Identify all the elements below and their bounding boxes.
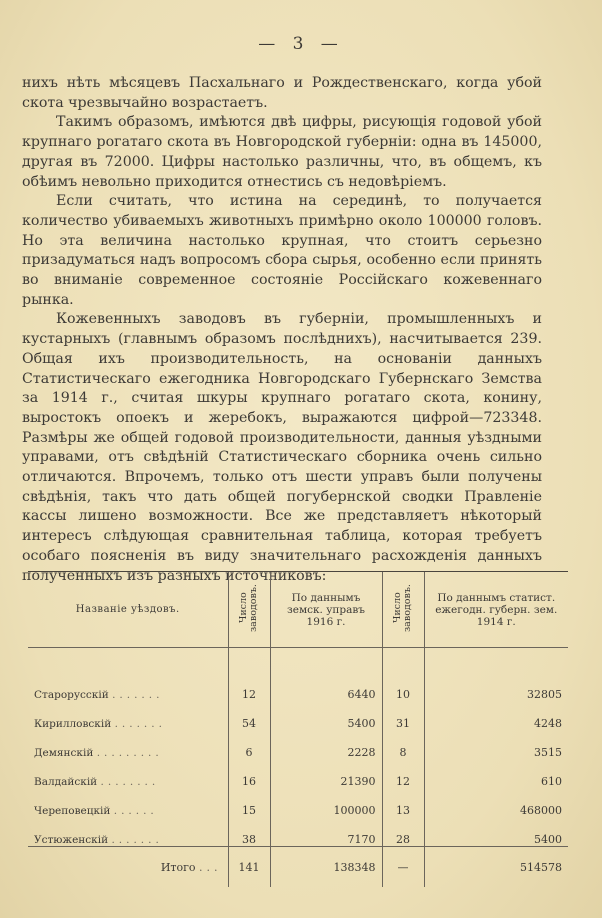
table-row: Валдайскій ........ 16 21390 12 610: [28, 759, 568, 788]
header-factory-count-1914: Число заводовъ.: [382, 572, 424, 648]
header-statistics-data: По даннымъ статист. ежегодн. губерн. зем. 1914 г.: [424, 572, 568, 648]
header-zemstvo-data: По даннымъ земск. управъ 1916 г.: [270, 572, 382, 648]
table-header-row: [28, 572, 568, 648]
page-number: — 3 —: [258, 34, 344, 54]
table-spacer-row: [28, 648, 568, 673]
paragraph-4: Кожевенныхъ заводовъ въ губерніи, промышленныхъ и кустарныхъ (главнымъ образомъ послѣднихъ), насчитывается 239. Общая ихъ производительность, на основаніи данныхъ Статистическаго ежегодника Новгородскаго Губернскаго Земства за 1914 г., считая шкуры крупнаго рогатаго скота, конину, выростокъ опоекъ и жеребокъ, выражаются цифрой—723348. Размѣры же общей годовой производительности, данныя уѣздными управами, отъ свѣдѣній Статистическаго сборника очень сильно отличаются. Впрочемъ, только отъ шести управъ были получены свѣдѣнія, такъ что дать общей погубернской сводки Правленіе кассы лишено возможности. Все же представляетъ нѣкоторый интересъ слѣдующая сравнительная таблица, которая требуетъ особаго поясненія въ виду значительнаго расхожденія данныхъ полученныхъ изъ разныхъ источниковъ:: [22, 311, 542, 584]
header-factory-count-1916: Число заводовъ.: [228, 572, 270, 648]
paragraph-1: нихъ нѣть мѣсяцевъ Пасхальнаго и Рождественскаго, когда убой скота чрезвычайно возрастаетъ.: [22, 75, 542, 111]
table-row: Демянскій ......... 6 2228 8 3515: [28, 730, 568, 759]
table-total-row: Итого ... 141 138348 — 514578: [28, 847, 568, 888]
paragraph-3: Если считать, что истина на серединѣ, то получается количество убиваемыхъ животныхъ примѣрно около 100000 головъ. Но эта величина настолько крупная, что стоитъ серьезно призадуматься надъ вопросомъ сбора сырья, особенно если принять во вниманіе современное состояніе Россійскаго кожевеннаго рынка.: [22, 193, 542, 308]
paragraph-2: Такимъ образомъ, имѣются двѣ цифры, рисующія годовой убой крупнаго рогатаго скота въ Новгородской губерніи: одна въ 145000, другая въ 72000. Цифры настолько различны, что, въ общемъ, къ обѣимъ невольно приходится отнестись съ недовѣріемъ.: [22, 114, 542, 190]
comparison-table: [28, 572, 568, 887]
table-row: Череповецкій ...... 15 100000 13 468000: [28, 788, 568, 817]
table-row: Устюженскій ....... 38 7170 28 5400: [28, 817, 568, 847]
table-row: Кирилловскій ....... 54 5400 31 4248: [28, 701, 568, 730]
body-text: [22, 74, 542, 586]
header-district-name: Названіе уѣздовъ.: [28, 572, 228, 648]
table-row: Старорусскій ....... 12 6440 10 32805: [28, 672, 568, 701]
